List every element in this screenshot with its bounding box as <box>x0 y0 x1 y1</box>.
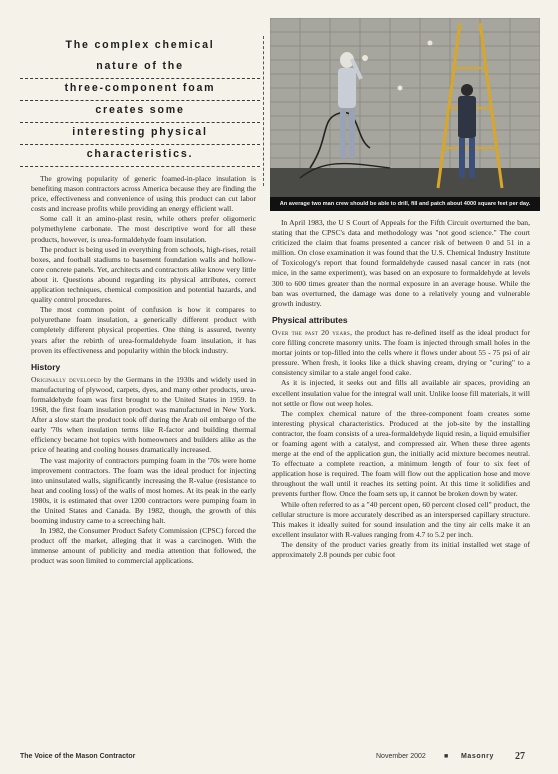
pull-quote-line: three-component foam <box>20 79 260 101</box>
lead-in-text: by the Germans in the 1930s and widely used in manufacturing of plywood, carpets, dyes, and many other products, urea-formaldehyde foam was first brought to the United States in 1959. In 1968, the first foam insulation product was manufactured in New York. After a slow start the product took off during the Arab oil embargo of the early '70s when insulation terms like R-factor and building thermal efficiency became hot topics with homeowners and builders alike as the price of heating and cooling houses dramatically increased. <box>31 374 256 455</box>
lead-in: Originally developed <box>31 374 102 384</box>
pull-quote-line: nature of the <box>20 57 260 79</box>
body-paragraph: The density of the product varies greatly from its initial installed wet stage of approximately 2.8 pounds per cubic foot <box>272 539 530 559</box>
left-column <box>31 174 256 567</box>
footer-bullet: ■ <box>444 753 449 760</box>
body-paragraph: The most common point of confusion is how it compares to polyurethane foam insulation, a generically different product with completely different physical properties. One thing is assured, twenty years after the rebirth of urea-formaldehyde foam insulation, it has proven its effectiveness and popularity within the block industry. <box>31 305 256 355</box>
footer-date: November 2002 <box>376 753 426 760</box>
body-paragraph: In April 1983, the U S Court of Appeals for the Fifth Circuit overturned the ban, stating that the CPSC's data and methodology was "not good science." The court criticized the claim that foams presented a cancer risk of between 0 and 51 in a million. On close examination it was found that the U.S. Chemical Industry Institute of Toxicology's report that found formaldehyde caused nasal cancer in rats (not mice, in the same experiment), was based on an exposure to formaldehyde at levels 300 to 600 times greater than the normal exposure in an average house. While the ban was overturned, the damage was done to a relatively young and vulnerable growth industry. <box>272 218 530 308</box>
body-paragraph: In 1982, the Consumer Product Safety Commission (CPSC) forced the product off the market, alleging that it was a carcinogen. With the immense amount of publicity and media attention that followed, the product was soon limited to commercial applications. <box>31 526 256 566</box>
photo-workers-filling-wall <box>270 18 540 211</box>
body-paragraph: The product is being used in everything from schools, high-rises, retail boxes, and football stadiums to basement foundation walls and hollow-core concrete panels. Yet, architects and contractors alike know very little about it. Questions abound regarding its physical attributes, correct application techniques, chemical composition and potential hazards, and quality control procedures. <box>31 244 256 305</box>
pull-quote-line: The complex chemical <box>65 39 215 51</box>
body-paragraph: The complex chemical nature of the three-component foam creates some interesting physical characteristics. Produced at the job-site by the installing contractor, the foam consists of a urea-formaldehyde liquid resin, a liquid emulsifier or foaming agent with a catalyst, and compressed air. When these three agents merge at the end of the application gun, the initially acid mixture becomes neutral. To effectuate a complete reaction, a minimum length of four to six feet of application hose is required. The foam will flow out the application hose and move throughout the wall until it reaches its setting point. At this time it solidifies and prevents further flow. Once the foam sets up, it cannot be broken down by water. <box>272 408 530 499</box>
section-heading-history: History <box>31 361 61 372</box>
photo-illustration <box>270 18 540 197</box>
pull-quote-line: interesting physical <box>20 123 260 145</box>
pull-quote <box>20 36 260 166</box>
body-paragraph: While often referred to as a "40 percent open, 60 percent closed cell" product, the cellular structure is more accurately described as an interspersed capillary structure. This makes it ideally suited for sound insulation and the tiny air cells make it an excellent insulator with R-values ranging from 4.7 to 5.2 per inch. <box>272 499 530 539</box>
body-paragraph <box>31 375 256 456</box>
pull-quote-line: creates some <box>20 101 260 123</box>
pull-quote-divider <box>263 36 264 186</box>
right-column <box>272 218 530 560</box>
page-number: 27 <box>515 751 525 762</box>
body-paragraph <box>272 328 530 378</box>
section-heading-physical-attributes: Physical attributes <box>272 314 348 325</box>
body-paragraph: The growing popularity of generic foamed-in-place insulation is benefiting mason contractors across America because they are finding the price, effectiveness and convenience of using this product can cut labor costs and increase profits while providing an energy efficient wall. <box>31 174 256 214</box>
footer-magazine: Masonry <box>461 753 494 760</box>
body-paragraph: The vast majority of contractors pumping foam in the '70s were home improvement contractors. The foam was the ideal product for injecting into uninsulated walls, significantly increasing the R-value (resistance to heat and cooling loss) of the walls of most homes. At its peak in the early 1980s, it is estimated that over 1200 contractors were pumping foam in the United States and Canada. By 1982, though, the growth of this booming industry came to a screeching halt. <box>31 455 256 526</box>
lead-in: Over the past 20 years, <box>272 327 353 337</box>
lead-in-text: the product has re-defined itself as the ideal product for core filling concrete masonry units. The foam is injected through small holes in the mortar joints or top-filled into the cells where it flows under about 55 - 75 psi of air pressure. When fresh, it looks like a thick shaving cream, drying or "curing" to a consistency similar to a stale angel food cake. <box>272 327 530 378</box>
body-paragraph: Some call it an amino-plast resin, while others prefer oligomeric polymethylene carbonate. The most descriptive word for all these products, however, is urea-formaldehyde foam insulation. <box>31 214 256 244</box>
pull-quote-line: characteristics. <box>20 145 260 167</box>
footer-publication-tagline: The Voice of the Mason Contractor <box>20 753 136 760</box>
photo-caption: An average two man crew should be able to drill, fill and patch about 4000 square feet per day. <box>270 197 540 211</box>
body-paragraph: As it is injected, it seeks out and fills all available air spaces, providing an excellent insulation value for the integral wall unit. Unlike loose fill materials, it will not settle or flow out weep holes. <box>272 378 530 408</box>
